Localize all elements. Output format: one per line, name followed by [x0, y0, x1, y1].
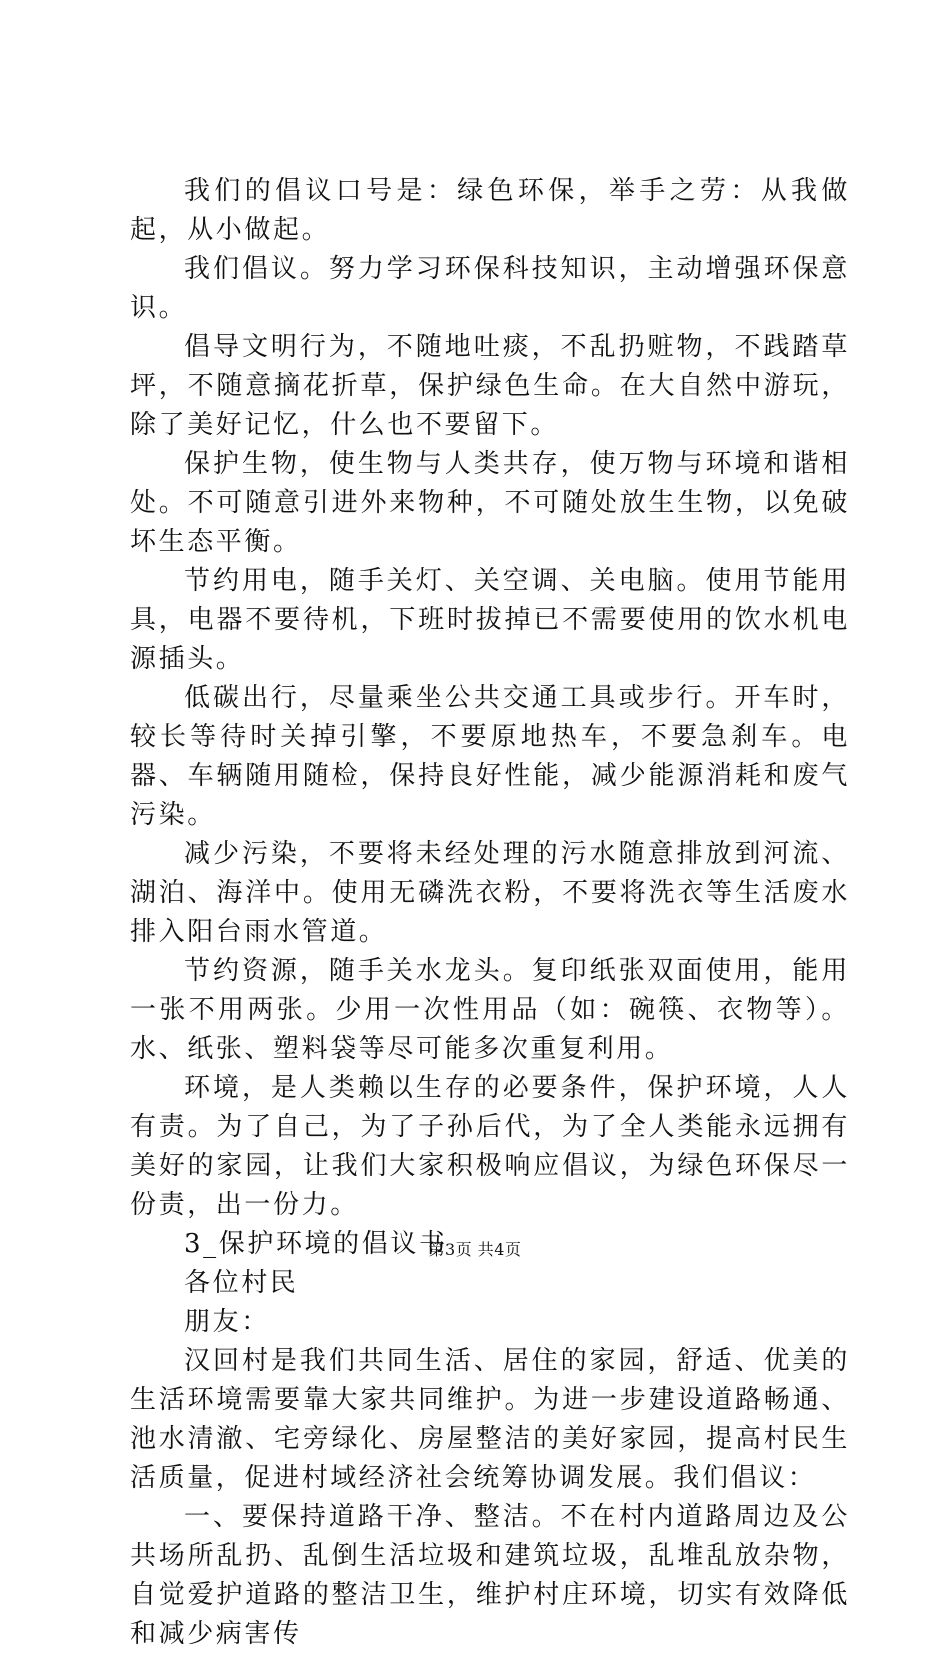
paragraph-civilized-behavior: 倡导文明行为，不随地吐痰，不乱扔赃物，不践踏草坪，不随意摘花折草，保护绿色生命。在大自然中游玩，除了美好记忆，什么也不要留下。 — [130, 332, 850, 440]
paragraph-save-resources: 节约资源，随手关水龙头。复印纸张双面使用，能用一张不用两张。少用一次性用品（如：碗筷、衣物等）。水、纸张、塑料袋等尽可能多次重复利用。 — [130, 956, 850, 1064]
salutation-friends: 朋友： — [184, 1307, 270, 1337]
salutation-villagers: 各位村民 — [184, 1268, 299, 1298]
paragraph-reduce-pollution: 减少污染，不要将未经处理的污水随意排放到河流、湖泊、海洋中。使用无磷洗衣粉，不要将洗衣等生活废水排入阳台雨水管道。 — [130, 839, 850, 947]
section-heading: 3_保护环境的倡议书 — [184, 1229, 448, 1259]
paragraph-protect-organisms: 保护生物，使生物与人类共存，使万物与环境和谐相处。不可随意引进外来物种，不可随处放生生物，以免破坏生态平衡。 — [130, 449, 850, 557]
document-body — [130, 172, 850, 1654]
page-number-footer: 第3页 共4页 — [428, 1240, 522, 1259]
paragraph-initiative: 我们倡议。努力学习环保科技知识，主动增强环保意识。 — [130, 254, 850, 323]
paragraph-conclusion: 环境，是人类赖以生存的必要条件，保护环境，人人有责。为了自己，为了子孙后代，为了全人类能永远拥有美好的家园，让我们大家积极响应倡议，为绿色环保尽一份责，出一份力。 — [130, 1073, 850, 1220]
paragraph-keep-roads-clean: 一、要保持道路干净、整洁。不在村内道路周边及公共场所乱扔、乱倒生活垃圾和建筑垃圾，乱堆乱放杂物，自觉爱护道路的整洁卫生，维护村庄环境，切实有效降低和减少病害传 — [130, 1502, 850, 1649]
paragraph-low-carbon-travel: 低碳出行，尽量乘坐公共交通工具或步行。开车时，较长等待时关掉引擎，不要原地热车，不要急刹车。电器、车辆随用随检，保持良好性能，减少能源消耗和废气污染。 — [130, 683, 850, 830]
paragraph-village-intro: 汉回村是我们共同生活、居住的家园，舒适、优美的生活环境需要靠大家共同维护。为进一步建设道路畅通、池水清澈、宅旁绿化、房屋整洁的美好家园，提高村民生活质量，促进村域经济社会统筹协调发展。我们倡议： — [130, 1346, 850, 1493]
paragraph-slogan: 我们的倡议口号是：绿色环保，举手之劳：从我做起，从小做起。 — [130, 176, 850, 245]
paragraph-save-electricity: 节约用电，随手关灯、关空调、关电脑。使用节能用具，电器不要待机，下班时拔掉已不需要使用的饮水机电源插头。 — [130, 566, 850, 674]
